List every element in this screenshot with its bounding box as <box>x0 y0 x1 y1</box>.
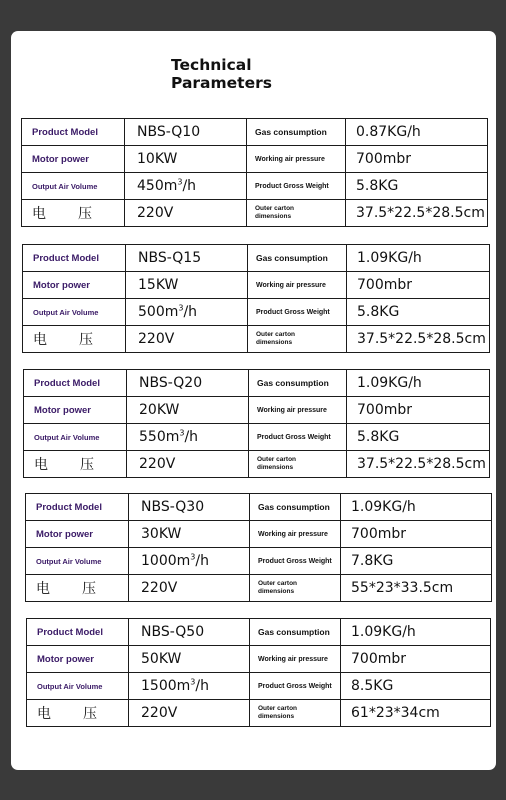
value-product-model: NBS-Q50 <box>129 619 250 646</box>
table-row <box>24 397 490 424</box>
value-motor-power: 20KW <box>127 397 249 424</box>
label-motor-power: Motor power <box>22 146 125 173</box>
value-product-gross-weight: 5.8KG <box>346 173 488 200</box>
table-row <box>27 646 491 673</box>
value-voltage: 220V <box>126 326 248 353</box>
label-product-model: Product Model <box>24 370 127 397</box>
value-outer-carton-dimensions: 37.5*22.5*28.5cm <box>347 451 490 478</box>
spec-table-q15 <box>22 244 490 353</box>
table-row <box>26 548 492 575</box>
table-row <box>23 272 490 299</box>
label-gas-consumption: Gas consumption <box>247 119 346 146</box>
label-outer-carton-dimensions: Outer carton dimensions <box>249 451 347 478</box>
label-voltage: 电 压 <box>22 200 125 227</box>
label-product-gross-weight: Product Gross Weight <box>247 173 346 200</box>
title-line-1: Technical <box>171 56 252 74</box>
table-row <box>27 619 491 646</box>
value-voltage: 220V <box>125 200 247 227</box>
value-working-air-pressure: 700mbr <box>347 272 490 299</box>
value-working-air-pressure: 700mbr <box>347 397 490 424</box>
label-voltage: 电 压 <box>26 575 129 602</box>
value-working-air-pressure: 700mbr <box>341 521 492 548</box>
value-output-air-volume: $550m^3/h$ <box>127 424 249 451</box>
table-row <box>22 119 488 146</box>
spec-table-q20 <box>23 369 490 478</box>
table-row <box>27 673 491 700</box>
label-output-air-volume: Output Air Volume <box>23 299 126 326</box>
value-output-air-volume: $1500m^3/h$ <box>129 673 250 700</box>
value-gas-consumption: 0.87KG/h <box>346 119 488 146</box>
value-product-gross-weight: 7.8KG <box>341 548 492 575</box>
table-row <box>26 575 492 602</box>
table-row <box>26 494 492 521</box>
label-motor-power: Motor power <box>23 272 126 299</box>
value-motor-power: 50KW <box>129 646 250 673</box>
label-product-gross-weight: Product Gross Weight <box>248 299 347 326</box>
table-row <box>26 521 492 548</box>
label-gas-consumption: Gas consumption <box>250 494 341 521</box>
value-working-air-pressure: 700mbr <box>346 146 488 173</box>
value-output-air-volume: $450m^3/h$ <box>125 173 247 200</box>
label-product-gross-weight: Product Gross Weight <box>250 548 341 575</box>
value-product-gross-weight: 5.8KG <box>347 299 490 326</box>
label-gas-consumption: Gas consumption <box>248 245 347 272</box>
label-working-air-pressure: Working air pressure <box>247 146 346 173</box>
label-product-model: Product Model <box>26 494 129 521</box>
value-voltage: 220V <box>129 575 250 602</box>
label-gas-consumption: Gas consumption <box>250 619 341 646</box>
label-product-model: Product Model <box>27 619 129 646</box>
value-voltage: 220V <box>129 700 250 727</box>
table-row <box>23 299 490 326</box>
label-voltage: 电 压 <box>27 700 129 727</box>
table-row <box>22 200 488 227</box>
table-row <box>23 245 490 272</box>
title-line-2: Parameters <box>171 74 272 92</box>
label-product-gross-weight: Product Gross Weight <box>250 673 341 700</box>
label-motor-power: Motor power <box>27 646 129 673</box>
spec-table-q50 <box>26 618 491 727</box>
value-product-model: NBS-Q30 <box>129 494 250 521</box>
label-working-air-pressure: Working air pressure <box>250 521 341 548</box>
value-outer-carton-dimensions: 55*23*33.5cm <box>341 575 492 602</box>
value-working-air-pressure: 700mbr <box>341 646 491 673</box>
spec-table-q10 <box>21 118 488 227</box>
label-output-air-volume: Output Air Volume <box>26 548 129 575</box>
label-product-model: Product Model <box>23 245 126 272</box>
value-gas-consumption: 1.09KG/h <box>347 245 490 272</box>
label-voltage: 电 压 <box>24 451 127 478</box>
value-output-air-volume: $1000m^3/h$ <box>129 548 250 575</box>
value-motor-power: 15KW <box>126 272 248 299</box>
label-voltage: 电 压 <box>23 326 126 353</box>
value-product-model: NBS-Q15 <box>126 245 248 272</box>
value-outer-carton-dimensions: 37.5*22.5*28.5cm <box>346 200 488 227</box>
value-gas-consumption: 1.09KG/h <box>341 619 491 646</box>
label-product-gross-weight: Product Gross Weight <box>249 424 347 451</box>
value-product-gross-weight: 5.8KG <box>347 424 490 451</box>
value-motor-power: 30KW <box>129 521 250 548</box>
spec-table-q30 <box>25 493 492 602</box>
table-row <box>24 424 490 451</box>
label-outer-carton-dimensions: Outer carton dimensions <box>247 200 346 227</box>
label-working-air-pressure: Working air pressure <box>249 397 347 424</box>
table-row <box>24 451 490 478</box>
table-row <box>23 326 490 353</box>
label-gas-consumption: Gas consumption <box>249 370 347 397</box>
label-output-air-volume: Output Air Volume <box>27 673 129 700</box>
value-voltage: 220V <box>127 451 249 478</box>
table-row <box>27 700 491 727</box>
label-output-air-volume: Output Air Volume <box>22 173 125 200</box>
page-title <box>171 56 272 92</box>
table-row <box>24 370 490 397</box>
table-row <box>22 173 488 200</box>
label-outer-carton-dimensions: Outer carton dimensions <box>248 326 347 353</box>
label-working-air-pressure: Working air pressure <box>248 272 347 299</box>
spec-card <box>11 31 496 770</box>
label-motor-power: Motor power <box>26 521 129 548</box>
label-outer-carton-dimensions: Outer carton dimensions <box>250 700 341 727</box>
label-working-air-pressure: Working air pressure <box>250 646 341 673</box>
table-row <box>22 146 488 173</box>
label-motor-power: Motor power <box>24 397 127 424</box>
value-output-air-volume: $500m^3/h$ <box>126 299 248 326</box>
value-outer-carton-dimensions: 37.5*22.5*28.5cm <box>347 326 490 353</box>
value-gas-consumption: 1.09KG/h <box>347 370 490 397</box>
value-motor-power: 10KW <box>125 146 247 173</box>
label-output-air-volume: Output Air Volume <box>24 424 127 451</box>
value-outer-carton-dimensions: 61*23*34cm <box>341 700 491 727</box>
value-product-gross-weight: 8.5KG <box>341 673 491 700</box>
value-product-model: NBS-Q20 <box>127 370 249 397</box>
label-outer-carton-dimensions: Outer carton dimensions <box>250 575 341 602</box>
value-product-model: NBS-Q10 <box>125 119 247 146</box>
label-product-model: Product Model <box>22 119 125 146</box>
value-gas-consumption: 1.09KG/h <box>341 494 492 521</box>
